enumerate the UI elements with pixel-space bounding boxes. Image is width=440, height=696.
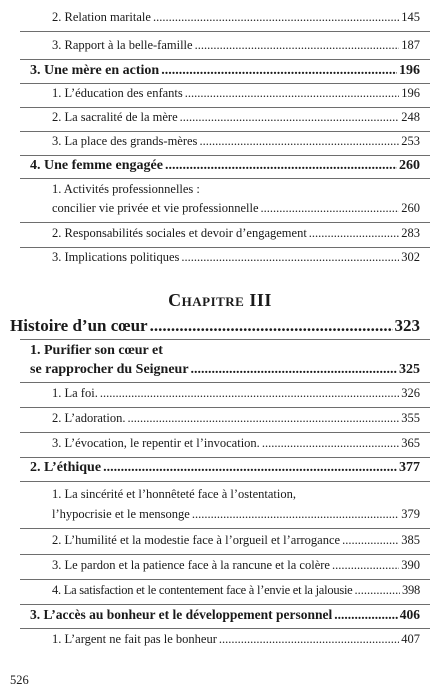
dot-leader (100, 386, 399, 401)
toc-entry-page: 325 (399, 362, 420, 377)
toc-entry-label: 1. La foi. (52, 386, 98, 400)
divider (20, 107, 430, 108)
toc-entry-label: 2. L’éthique (30, 460, 102, 475)
toc-entry (52, 386, 420, 401)
dot-leader (127, 411, 399, 426)
toc-entry-label: 4. Une femme engagée (30, 158, 163, 173)
toc-entry-label: 2. Relation maritale (52, 10, 151, 24)
toc-entry (52, 583, 420, 598)
toc-entry-label: concilier vie privée et vie professionnelle (52, 201, 259, 215)
toc-entry-page: 379 (401, 507, 420, 521)
dot-leader (342, 533, 399, 548)
toc-entry (52, 411, 420, 426)
toc-entry (52, 86, 420, 101)
divider (20, 407, 430, 408)
toc-entry-label: l’hypocrisie et le mensonge (52, 507, 190, 521)
divider (20, 155, 430, 156)
toc-section-entry (30, 158, 420, 174)
dot-leader (150, 316, 393, 336)
page-number: 526 (10, 673, 29, 687)
toc-entry-label-line1: 1. Purifier son cœur et (30, 343, 163, 358)
toc-entry-label: 3. Rapport à la belle-famille (52, 38, 193, 52)
dot-leader (309, 226, 399, 241)
toc-entry (52, 134, 420, 149)
toc-entry-page: 196 (401, 86, 420, 100)
toc-entry-label: 3. Le pardon et la patience face à la rancune et la colère (52, 558, 330, 572)
toc-entry-page: 196 (399, 63, 420, 78)
toc-entry-label: 1. L’éducation des enfants (52, 86, 183, 100)
dot-leader (191, 362, 397, 378)
toc-entry-label-line1: 1. La sincérité et l’honnêteté face à l’ostentation, (52, 487, 296, 501)
divider (20, 59, 430, 60)
toc-entry (52, 632, 420, 647)
toc-section-entry (30, 607, 420, 623)
divider (20, 554, 430, 555)
dot-leader (195, 38, 400, 53)
dot-leader (199, 134, 399, 149)
dot-leader (332, 558, 399, 573)
toc-entry-page: 145 (401, 10, 420, 24)
toc-entry-page: 355 (401, 411, 420, 425)
toc-entry-page: 323 (394, 316, 420, 335)
toc-entry-page: 260 (401, 201, 420, 215)
divider (20, 178, 430, 179)
divider (20, 83, 430, 84)
toc-entry (52, 226, 420, 241)
divider (20, 457, 430, 458)
divider (20, 247, 430, 248)
toc-entry (52, 558, 420, 573)
dot-leader (165, 158, 397, 174)
toc-entry-label: se rapprocher du Seigneur (30, 362, 189, 377)
divider (20, 339, 430, 340)
toc-entry-page: 365 (401, 436, 420, 450)
divider (20, 131, 430, 132)
toc-entry-label: 2. L’adoration. (52, 411, 126, 425)
toc-entry-page: 406 (399, 607, 420, 622)
divider (20, 432, 430, 433)
dot-leader (153, 10, 399, 25)
chapter-heading: Chapitre III (168, 290, 272, 310)
toc-entry (52, 533, 420, 548)
toc-entry-label: 2. L’humilité et la modestie face à l’orgueil et l’arrogance (52, 533, 341, 547)
toc-entry-page: 398 (402, 583, 420, 597)
divider (20, 579, 430, 580)
dot-leader (161, 63, 397, 79)
dot-leader (185, 86, 400, 101)
dot-leader (262, 436, 399, 451)
toc-entry-label: 1. L’argent ne fait pas le bonheur (52, 632, 217, 646)
divider (20, 628, 430, 629)
toc-entry-page: 385 (401, 533, 420, 547)
toc-entry-page: 260 (399, 158, 420, 173)
divider (20, 31, 430, 32)
divider (20, 481, 430, 482)
divider (20, 222, 430, 223)
toc-entry (52, 507, 420, 522)
dot-leader (103, 460, 397, 476)
toc-entry-label-line1: 1. Activités professionnelles : (52, 182, 200, 196)
divider (20, 528, 430, 529)
toc-entry-page: 377 (399, 460, 420, 475)
toc-entry (52, 110, 420, 125)
dot-leader (180, 110, 400, 125)
toc-entry-label: 2. La sacralité de la mère (52, 110, 178, 124)
toc-entry (52, 10, 420, 25)
toc-entry-label: 3. Implications politiques (52, 250, 180, 264)
toc-entry-page: 326 (401, 386, 420, 400)
toc-entry (52, 436, 420, 451)
toc-section-entry (30, 362, 420, 378)
toc-entry-page: 253 (401, 134, 420, 148)
toc-entry (52, 38, 420, 53)
dot-leader (261, 201, 400, 216)
divider (20, 382, 430, 383)
toc-entry (52, 201, 420, 216)
dot-leader (334, 607, 398, 623)
toc-entry-label: 3. L’accès au bonheur et le développement personnel (30, 607, 333, 622)
divider (20, 604, 430, 605)
toc-entry-page: 302 (401, 250, 420, 264)
toc-entry-label: 3. Une mère en action (30, 63, 160, 78)
toc-entry-label: 3. L’évocation, le repentir et l’invocation. (52, 436, 260, 450)
toc-entry-page: 187 (401, 38, 420, 52)
toc-entry-label: 4. La satisfaction et le contentement face à l’envie et la jalousie (52, 583, 353, 597)
toc-entry-label: 2. Responsabilités sociales et devoir d’engagement (52, 226, 307, 240)
dot-leader (354, 583, 400, 598)
toc-entry-label: Histoire d’un cœur (10, 316, 148, 335)
toc-entry (52, 250, 420, 265)
toc-section-entry (30, 63, 420, 79)
toc-entry-page: 390 (401, 558, 420, 572)
dot-leader (181, 250, 399, 265)
toc-entry-label: 3. La place des grands-mères (52, 134, 198, 148)
dot-leader (219, 632, 399, 647)
dot-leader (192, 507, 399, 522)
toc-entry-page: 407 (401, 632, 420, 646)
toc-entry-page: 248 (401, 110, 420, 124)
toc-section-entry (30, 460, 420, 476)
toc-chapter-entry (10, 316, 420, 336)
toc-entry-page: 283 (401, 226, 420, 240)
